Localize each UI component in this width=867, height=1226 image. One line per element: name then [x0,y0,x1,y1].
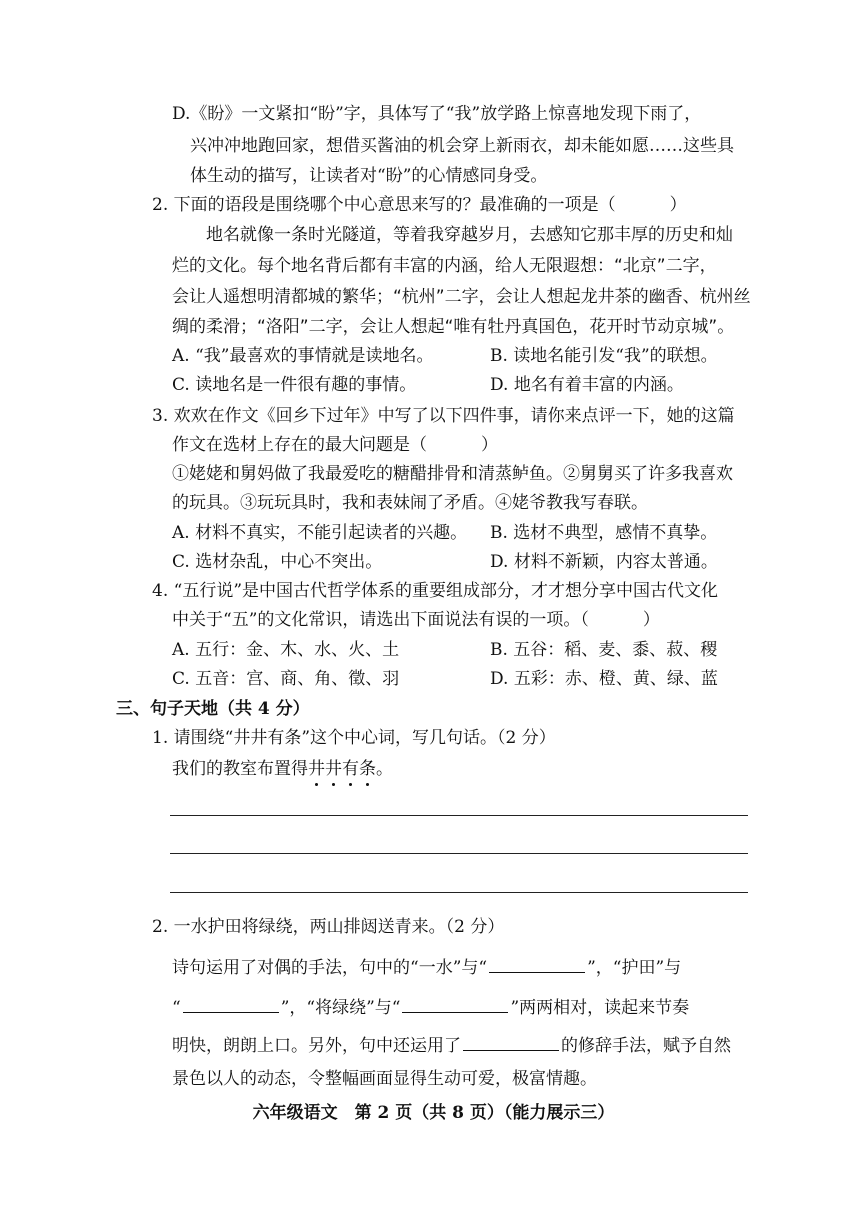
q4-stem-line1: 4. “五行说”是中国古代哲学体系的重要组成部分，才才想分享中国古代文化 [152,581,719,601]
q4-stem-close: ） [642,610,660,630]
q2-option-c[interactable]: C. 读地名是一件很有趣的事情。 [172,375,417,395]
q2-stem-close: ） [669,195,687,215]
q3-stem-line1: 3. 欢欢在作文《回乡下过年》中写了以下四件事，请你来点评一下，她的这篇 [152,406,735,426]
q3-events-line1: ①姥姥和舅妈做了我最爱吃的糖醋排骨和清蒸鲈鱼。②舅舅买了许多我喜欢 [172,464,733,484]
q3-option-b[interactable]: B. 选材不典型，感情不真挚。 [490,523,718,543]
section3-title: 三、句子天地（共 4 分） [116,699,310,719]
q4-option-a[interactable]: A. 五行：金、木、水、火、土 [172,640,400,660]
answer-line-2[interactable] [170,853,748,854]
answer-line-3[interactable] [170,892,748,893]
q2-passage-line4: 绸的柔滑；“洛阳”二字，会让人想起“唯有牡丹真国色，花开时节动京城”。 [172,317,735,337]
q3-stem-text: 作文在选材上存在的最大问题是（ [172,435,427,455]
q1-option-d-line1: D.《盼》一文紧扣“盼”字，具体写了“我”放学路上惊喜地发现下雨了， [172,104,702,124]
s3-q1-example-prefix: 我们的教室布置得 [172,759,308,779]
s3-q1-example [172,756,867,782]
q3-events-line2: 的玩具。③玩玩具时，我和表妹闹了矛盾。④姥爷教我写春联。 [172,493,648,513]
s3-q2-line1 [172,954,681,981]
s3-q2-line1-a: 诗句运用了对偶的手法，句中的“一水”与“ [172,958,488,978]
q3-stem-line2 [172,432,498,458]
emphasis-char-3: 有 [342,756,359,782]
q1-option-d-line3: 体生动的描写，让读者对“盼”的心情感同身受。 [190,166,548,186]
s3-q2-line4: 景色以人的动态，令整幅画面显得生动可爱，极富情趣。 [172,1069,597,1089]
q3-option-a[interactable]: A. 材料不真实，不能引起读者的兴趣。 [172,523,468,543]
q3-option-d[interactable]: D. 材料不新颖，内容太普通。 [490,552,718,572]
s3-q2-line3-b: 的修辞手法，赋予自然 [561,1036,731,1056]
q4-option-c[interactable]: C. 五音：宫、商、角、徵、羽 [172,669,400,689]
q2-passage-line1: 地名就像一条时光隧道，等着我穿越岁月，去感知它那丰厚的历史和灿 [206,225,733,245]
fill-blank-2[interactable] [183,994,279,1013]
s3-q2-line2-a: “ [172,998,181,1018]
q2-stem-text: 2. 下面的语段是围绕哪个中心意思来写的？最准确的一项是（ [152,195,616,215]
q4-stem-line2 [172,607,660,633]
s3-q2-line2-c: ”两两相对，读起来节奏 [510,998,690,1018]
s3-q2-line2 [172,994,689,1021]
emphasis-char-4: 条 [359,756,376,782]
q3-stem-close: ） [481,435,498,455]
q4-stem-text: 中关于“五”的文化常识，请选出下面说法有误的一项。（ [172,610,589,630]
s3-q2-stem: 2. 一水护田将绿绕，两山排闼送青来。（2 分） [152,917,505,937]
q2-option-a[interactable]: A. “我”最喜欢的事情就是读地名。 [172,346,434,366]
s3-q2-line3-a: 明快，朗朗上口。另外，句中还运用了 [172,1036,461,1056]
q2-option-d[interactable]: D. 地名有着丰富的内涵。 [490,375,684,395]
fill-blank-1[interactable] [489,954,585,973]
emphasis-char-2: 井 [325,756,342,782]
q1-option-d-line2: 兴冲冲地跑回家，想借买酱油的机会穿上新雨衣，却未能如愿……这些具 [190,136,734,156]
s3-q2-line1-b: ”，“护田”与 [587,958,682,978]
q4-option-d[interactable]: D. 五彩：赤、橙、黄、绿、蓝 [490,669,718,689]
q2-passage-line3: 会让人遥想明清都城的繁华；“杭州”二字，会让人想起龙井茶的幽香、杭州丝 [172,287,751,307]
answer-line-1[interactable] [170,815,748,816]
q4-option-b[interactable]: B. 五谷：稻、麦、黍、菽、稷 [490,640,718,660]
fill-blank-4[interactable] [463,1032,559,1051]
s3-q1-stem: 1. 请围绕“井井有条”这个中心词，写几句话。（2 分） [152,728,556,748]
q3-option-c[interactable]: C. 选材杂乱，中心不突出。 [172,552,383,572]
s3-q2-line2-b: ”，“将绿绕”与“ [280,998,401,1018]
fill-blank-3[interactable] [402,994,508,1013]
q2-passage-line2: 烂的文化。每个地名背后都有丰富的内涵，给人无限遐想：“北京”二字， [172,256,717,276]
s3-q2-line3 [172,1032,731,1059]
s3-q1-example-suffix: 。 [376,759,393,779]
page-footer: 六年级语文 第 2 页（共 8 页）（能力展示三） [252,1103,615,1123]
emphasis-char-1: 井 [308,756,325,782]
q2-option-b[interactable]: B. 读地名能引发“我”的联想。 [490,346,718,366]
q2-stem [152,192,687,218]
